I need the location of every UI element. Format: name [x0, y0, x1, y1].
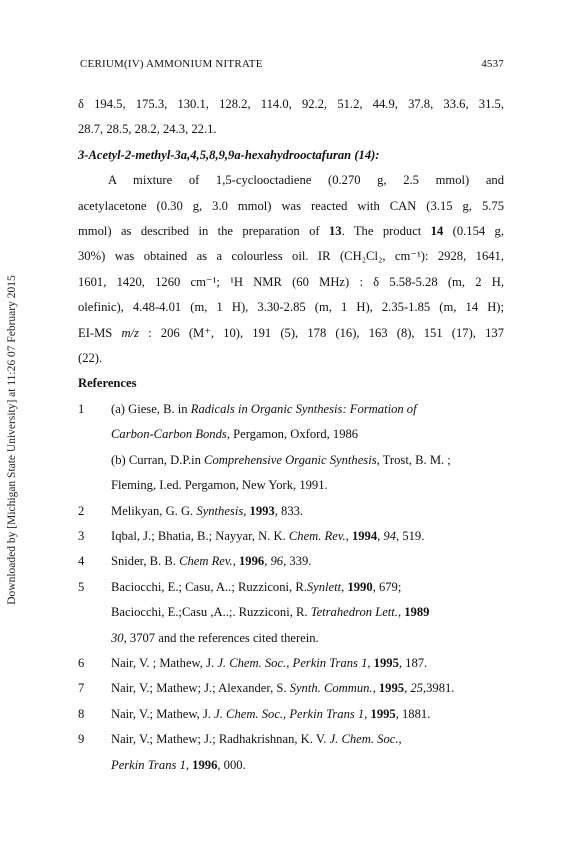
references-heading: References: [78, 376, 137, 391]
procedure-line-1: A mixture of 1,5-cyclooctadiene (0.270 g, 2.5 mmol) and: [108, 173, 504, 188]
reference-item: 2 Melikyan, G. G. Synthesis, 1993, 833.: [78, 503, 304, 518]
procedure-line-7: EI-MS m/z : 206 (M⁺, 10), 191 (5), 178 (16), 163 (8), 151 (17), 137: [78, 325, 504, 340]
procedure-line-6: olefinic), 4.48-4.01 (m, 1 H), 3.30-2.85 (m, 1 H), 2.35-1.85 (m, 14 H);: [78, 300, 504, 315]
reference-item: 6 Nair, V. ; Mathew, J. J. Chem. Soc., Perkin Trans 1, 1995, 187.: [78, 655, 428, 670]
watermark-text: Downloaded by [Michigan State University] at 11:26 07 February 2015: [6, 275, 18, 605]
nmr-line-2: 28.7, 28.5, 28.2, 24.3, 22.1.: [78, 122, 217, 137]
procedure-line-4: 30%) was obtained as a colourless oil. IR (CH₂Cl₂, cm⁻¹): 2928, 1641,: [78, 249, 504, 264]
nmr-line-1: δ 194.5, 175.3, 130.1, 128.2, 114.0, 92.2, 51.2, 44.9, 37.8, 33.6, 31.5,: [78, 97, 504, 111]
reference-item: 7 Nair, V.; Mathew; J.; Alexander, S. Synth. Commun., 1995, 25,3981.: [78, 681, 455, 696]
article-body: [78, 92, 504, 778]
procedure-line-8: (22).: [78, 351, 103, 366]
reference-item: 8 Nair, V.; Mathew, J. J. Chem. Soc., Perkin Trans 1, 1995, 1881.: [78, 706, 431, 721]
reference-item: 5 Baciocchi, E.; Casu, A..; Ruzziconi, R.Synlett, 1990, 679; Baciocchi, E.;Casu ,A..;. Ruzziconi, R. Tetrahedron Lett., 1989 30, 3707 and the references cited therein.: [78, 579, 430, 645]
reference-item: 9 Nair, V.; Mathew; J.; Radhakrishnan, K. V. J. Chem. Soc., Perkin Trans 1, 1996, 000.: [78, 732, 402, 772]
download-watermark: [2, 0, 22, 864]
procedure-line-3: mmol) as described in the preparation of 13. The product 14 (0.154 g,: [78, 224, 504, 239]
reference-item: 3 Iqbal, J.; Bhatia, B.; Nayyar, N. K. Chem. Rev., 1994, 94, 519.: [78, 528, 425, 543]
procedure-line-2: acetylacetone (0.30 g, 3.0 mmol) was reacted with CAN (3.15 g, 5.75: [78, 198, 504, 213]
compound-heading: 3-Acetyl-2-methyl-3a,4,5,8,9,9a-hexahydrooctafuran (14):: [78, 147, 380, 162]
procedure-line-5: 1601, 1420, 1260 cm⁻¹; ¹H NMR (60 MHz) : δ 5.58-5.28 (m, 2 H,: [78, 274, 504, 289]
page-number: 4537: [481, 58, 504, 70]
running-title: CERIUM(IV) AMMONIUM NITRATE: [80, 58, 263, 70]
reference-item: 4 Snider, B. B. Chem Rev., 1996, 96, 339.: [78, 554, 312, 569]
reference-item: 1 (a) Giese, B. in Radicals in Organic Synthesis: Formation of Carbon-Carbon Bonds, Pergamon, Oxford, 1986 (b) Curran, D.P.in Comprehensive Organic Synthesis, Trost, B. M. ; Fleming, I.ed. Pergamon, New York, 1991.: [78, 401, 451, 493]
